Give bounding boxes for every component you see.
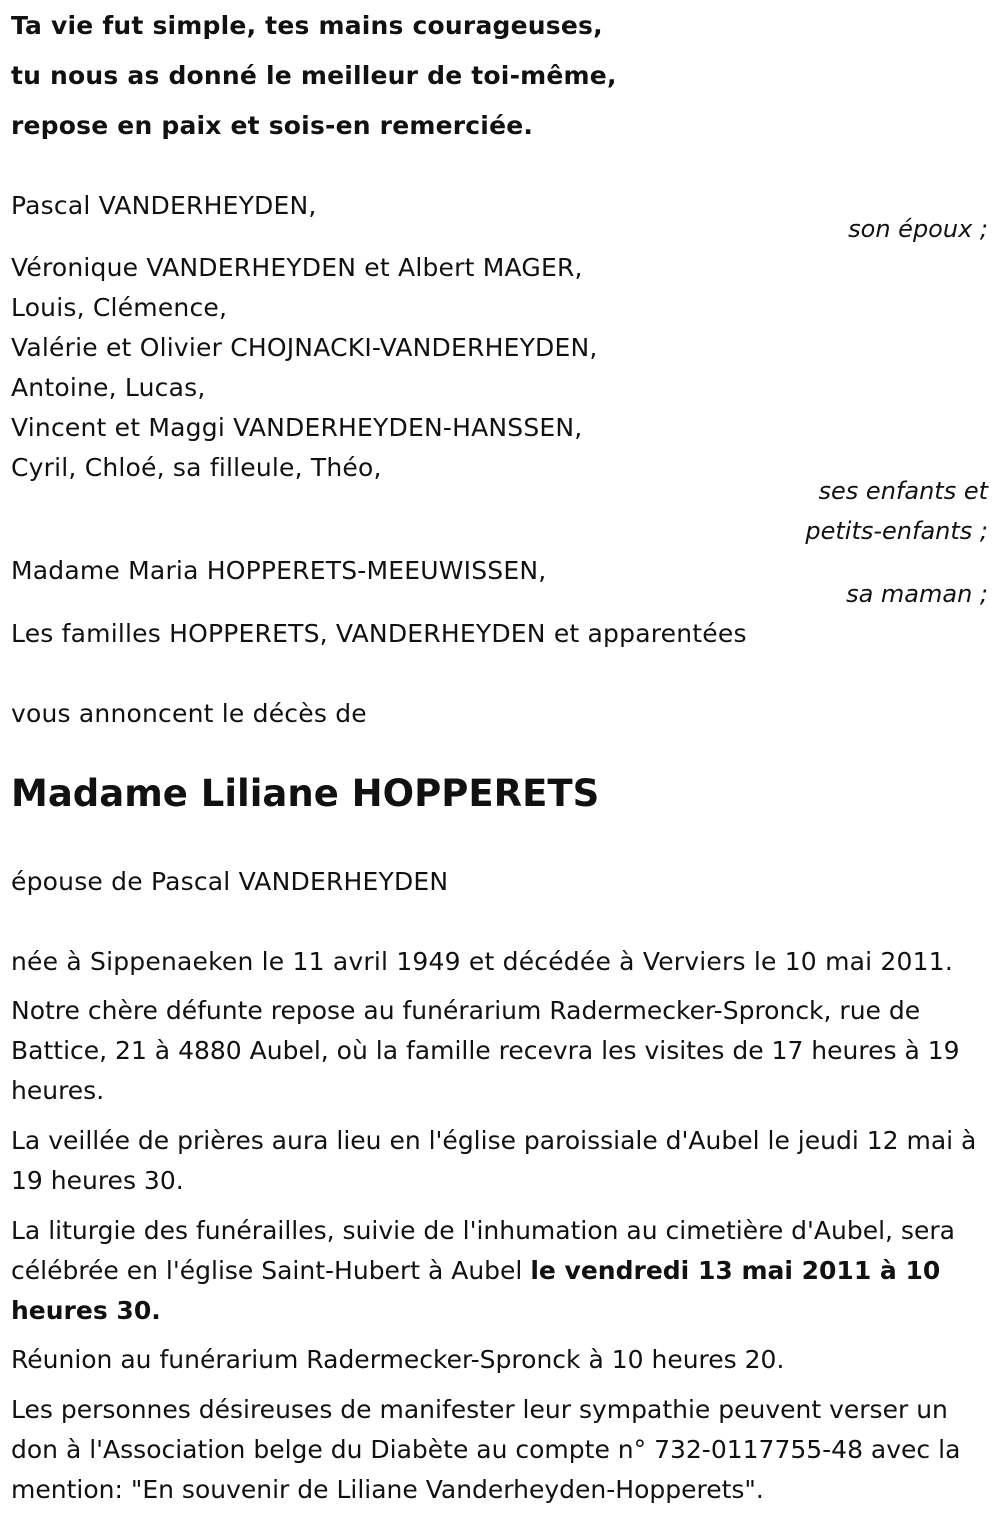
- poem-line-2: tu nous as donné le meilleur de toi-même,: [11, 61, 617, 90]
- liturgy-paragraph: [11, 1211, 996, 1331]
- children-role-1: ses enfants et: [818, 477, 988, 505]
- donation-paragraph: Les personnes désireuses de manifester leur sympathie peuvent verser un don à l'Association belge du Diabète au compte n° 732-0117755-48 avec la mention: "En souvenir de Liliane Vanderheyden-Hopperets".: [11, 1395, 961, 1504]
- poem-line-1: Ta vie fut simple, tes mains courageuses,: [11, 11, 603, 40]
- child-line-6: Cyril, Chloé, sa filleule, Théo,: [11, 453, 382, 482]
- children-role-2: petits-enfants ;: [805, 517, 988, 545]
- funerarium-paragraph: Notre chère défunte repose au funérarium Radermecker-Spronck, rue de Battice, 21 à 4880 Aubel, où la famille recevra les visites de 17 heures à 19 heures.: [11, 996, 960, 1105]
- child-line-3: Valérie et Olivier CHOJNACKI-VANDERHEYDEN,: [11, 333, 598, 362]
- families-line: Les familles HOPPERETS, VANDERHEYDEN et apparentées: [11, 619, 747, 648]
- mother-role: sa maman ;: [846, 580, 988, 608]
- liturgy-date: le vendredi 13 mai 2011 à 10 heures 30.: [11, 1256, 941, 1325]
- mother-name: Madame Maria HOPPERETS-MEEUWISSEN,: [11, 556, 547, 585]
- announce-line: vous annoncent le décès de: [11, 699, 367, 728]
- birth-death-line: née à Sippenaeken le 11 avril 1949 et décédée à Verviers le 10 mai 2011.: [11, 947, 953, 976]
- vigil-paragraph: La veillée de prières aura lieu en l'église paroissiale d'Aubel le jeudi 12 mai à 19 heures 30.: [11, 1126, 977, 1195]
- child-line-1: Véronique VANDERHEYDEN et Albert MAGER,: [11, 253, 583, 282]
- child-line-5: Vincent et Maggi VANDERHEYDEN-HANSSEN,: [11, 413, 583, 442]
- deceased-relation: épouse de Pascal VANDERHEYDEN: [11, 867, 449, 896]
- poem-line-3: repose en paix et sois-en remerciée.: [11, 111, 534, 140]
- meeting-paragraph: Réunion au funérarium Radermecker-Spronck à 10 heures 20.: [11, 1345, 785, 1374]
- liturgy-text: La liturgie des funérailles, suivie de l'inhumation au cimetière d'Aubel, sera célébrée en l'église Saint-Hubert à Aubel: [11, 1216, 955, 1285]
- spouse-name: Pascal VANDERHEYDEN,: [11, 191, 317, 220]
- spouse-role: son époux ;: [848, 215, 988, 243]
- child-line-2: Louis, Clémence,: [11, 293, 228, 322]
- deceased-name: Madame Liliane HOPPERETS: [11, 772, 600, 815]
- child-line-4: Antoine, Lucas,: [11, 373, 206, 402]
